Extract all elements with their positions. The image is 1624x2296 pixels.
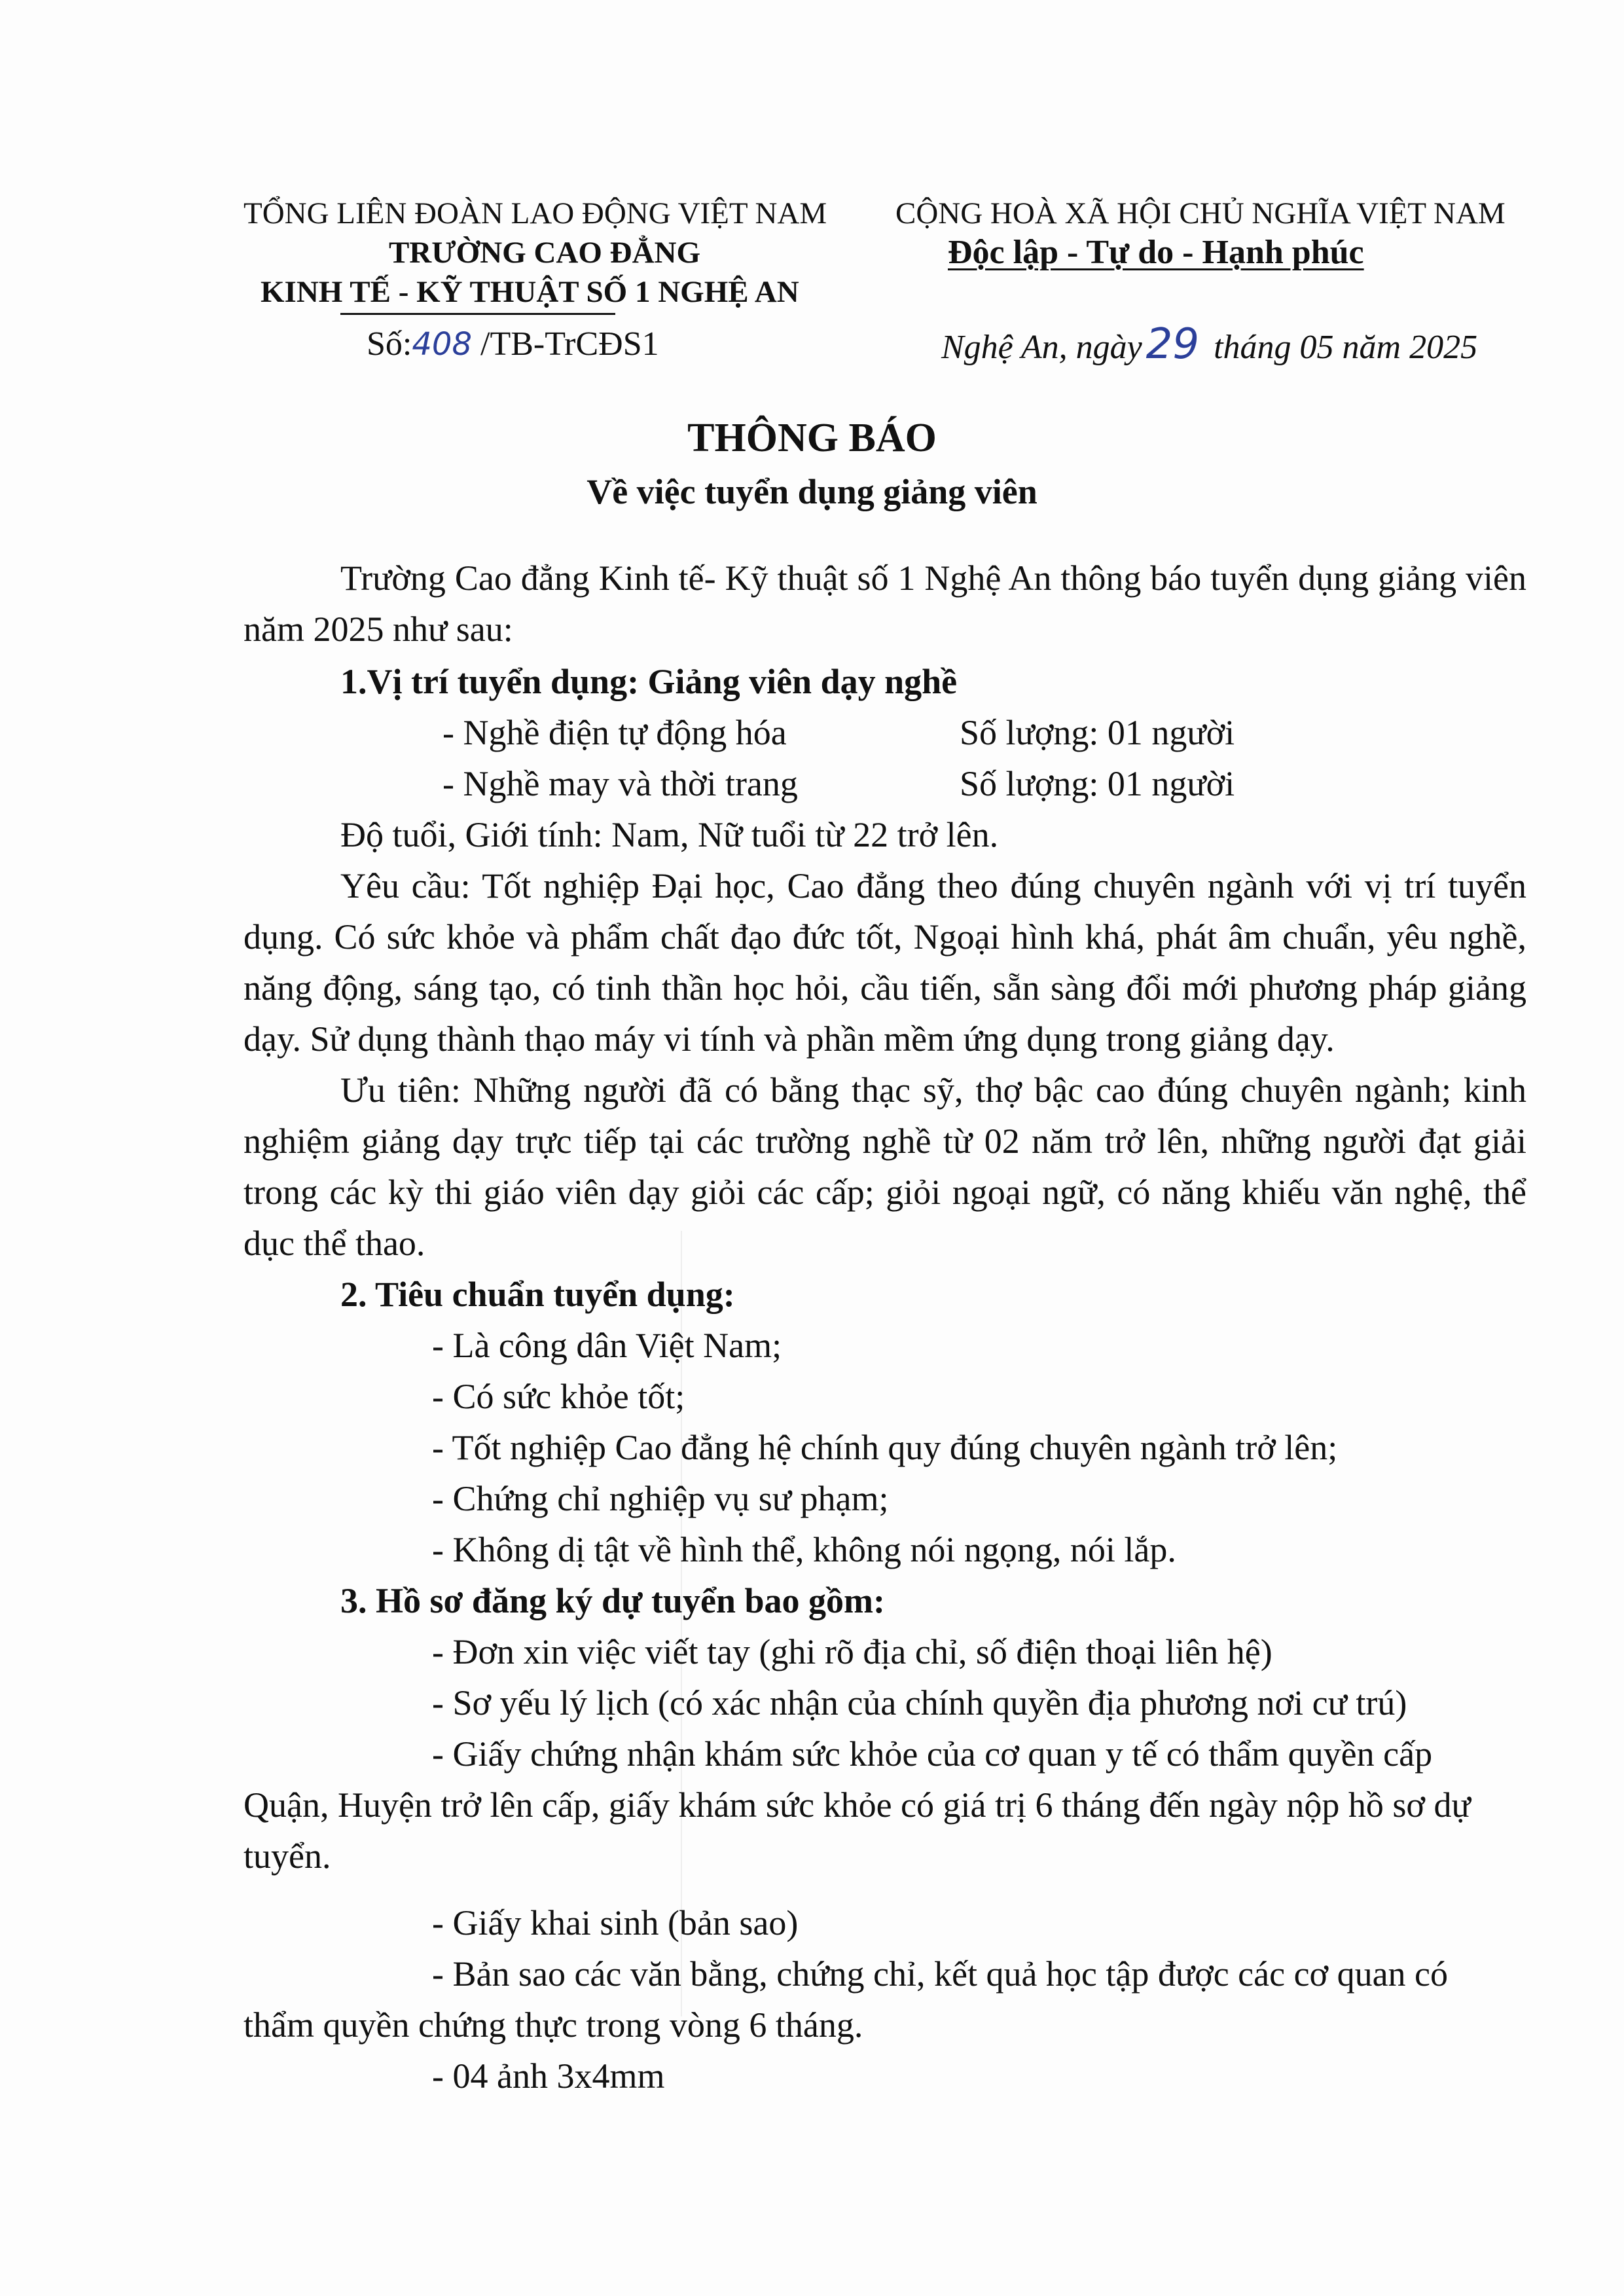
dossier-item: - Bản sao các văn bằng, chứng chỉ, kết quả học tập được các cơ quan có	[432, 1954, 1449, 1994]
age-gender-line: Độ tuổi, Giới tính: Nam, Nữ tuổi từ 22 trở lên.	[340, 815, 999, 854]
standard-item: - Chứng chỉ nghiệp vụ sư phạm;	[432, 1479, 889, 1518]
header-school-line2: KINH TẾ - KỸ THUẬT SỐ 1 NGHỆ AN	[261, 275, 799, 309]
dossier-item: - Sơ yếu lý lịch (có xác nhận của chính quyền địa phương nơi cư trú)	[432, 1683, 1407, 1722]
header-org: TỔNG LIÊN ĐOÀN LAO ĐỘNG VIỆT NAM	[244, 196, 827, 230]
intro-paragraph: Trường Cao đẳng Kinh tế- Kỹ thuật số 1 Nghệ An thông báo tuyển dụng giảng viên năm 2025 như sau:	[244, 558, 1526, 649]
standard-item: - Có sức khỏe tốt;	[432, 1377, 685, 1416]
date-prefix: Nghệ An, ngày	[941, 329, 1142, 366]
document-number	[367, 325, 659, 364]
document-title: THÔNG BÁO	[687, 416, 937, 460]
dossier-item: - Giấy chứng nhận khám sức khỏe của cơ quan y tế có thẩm quyền cấp	[432, 1734, 1433, 1774]
date-day-handwritten: 29	[1146, 320, 1200, 369]
header-school-line1: TRƯỜNG CAO ĐẲNG	[388, 236, 701, 270]
standard-item: - Là công dân Việt Nam;	[432, 1326, 782, 1365]
standard-item: - Tốt nghiệp Cao đẳng hệ chính quy đúng chuyên ngành trở lên;	[432, 1428, 1338, 1467]
section1-heading: 1.Vị trí tuyển dụng: Giảng viên dạy nghề	[340, 662, 958, 701]
standard-item: - Không dị tật về hình thể, không nói ngọng, nói lắp.	[432, 1530, 1176, 1569]
header-country: CỘNG HOÀ XÃ HỘI CHỦ NGHĨA VIỆT NAM	[895, 196, 1506, 230]
position-name: - Nghề may và thời trang	[442, 764, 798, 803]
header-left-underline	[340, 313, 615, 315]
dossier-item-cont: tuyển.	[244, 1836, 331, 1876]
document-number-prefix: Số:	[367, 325, 412, 363]
dossier-item-cont: Quận, Huyện trở lên cấp, giấy khám sức khỏe có giá trị 6 tháng đến ngày nộp hồ sơ dự	[244, 1785, 1471, 1825]
date-suffix: tháng 05 năm 2025	[1214, 329, 1478, 366]
document-date	[941, 320, 1478, 369]
priority-paragraph: Ưu tiên: Những người đã có bằng thạc sỹ, thợ bậc cao đúng chuyên ngành; kinh nghiệm giảng dạy trực tiếp tại các trường nghề từ 02 năm trở lên, những người đạt giải trong các kỳ thi giáo viên dạy giỏi các cấp; giỏi ngoại ngữ, có năng khiếu văn nghệ, thể dục thể thao.	[244, 1070, 1526, 1263]
requirements-paragraph: Yêu cầu: Tốt nghiệp Đại học, Cao đẳng theo đúng chuyên ngành với vị trí tuyển dụng. Có sức khỏe và phẩm chất đạo đức tốt, Ngoại hình khá, phát âm chuẩn, yêu nghề, năng động, sáng tạo, có tinh thần học hỏi, cầu tiến, sẵn sàng đổi mới phương pháp giảng dạy. Sử dụng thành thạo máy vi tính và phần mềm ứng dụng trong giảng dạy.	[244, 866, 1526, 1059]
position-name: - Nghề điện tự động hóa	[442, 713, 787, 752]
document-number-handwritten: 408	[412, 326, 472, 363]
section3-heading: 3. Hồ sơ đăng ký dự tuyển bao gồm:	[340, 1581, 885, 1620]
header-motto: Độc lập - Tự do - Hạnh phúc	[948, 234, 1364, 271]
section2-heading: 2. Tiêu chuẩn tuyển dụng:	[340, 1275, 735, 1314]
document-number-suffix: /TB-TrCĐS1	[480, 325, 659, 363]
dossier-item: - Đơn xin việc viết tay (ghi rõ địa chỉ, số điện thoại liên hệ)	[432, 1632, 1272, 1671]
document-subtitle: Về việc tuyển dụng giảng viên	[586, 472, 1038, 511]
dossier-item: - Giấy khai sinh (bản sao)	[432, 1903, 799, 1942]
position-qty: Số lượng: 01 người	[960, 713, 1235, 752]
dossier-item: - 04 ảnh 3x4mm	[432, 2056, 665, 2096]
position-qty: Số lượng: 01 người	[960, 764, 1235, 803]
dossier-item-cont: thẩm quyền chứng thực trong vòng 6 tháng.	[244, 2005, 863, 2045]
